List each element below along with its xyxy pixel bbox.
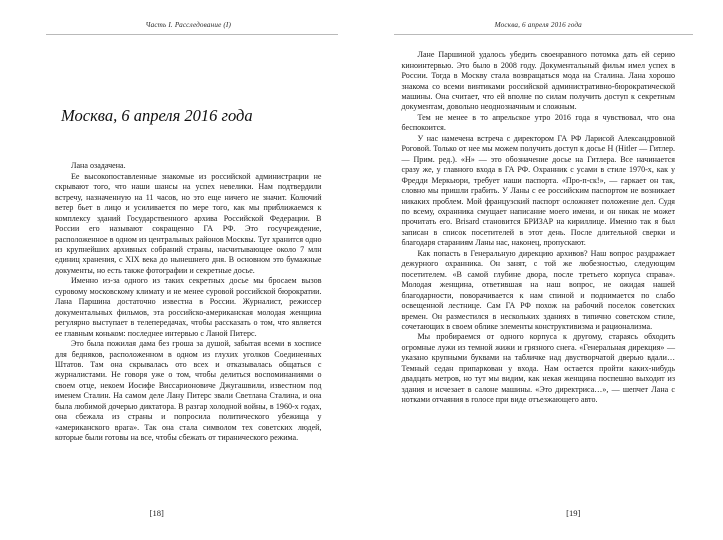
left-page-body <box>55 161 322 443</box>
paragraph: Именно из-за одного из таких секретных досье мы бросаем вызов суровому московскому климату и не менее суровой российской бюрократии. Лана Паршина достаточно известна в России. Журналист, режиссер документальных фильмов, эта российско-американская молодая женщина регулярно выступает в телепередачах, чтобы рассказать о том, что является ее главным коньком: последнее интервью с Ланой Питерс. <box>55 276 322 338</box>
paragraph: Тем не менее в то апрельское утро 2016 года я чувствовал, что она беспокоится. <box>401 112 675 133</box>
right-page <box>362 0 723 540</box>
right-page-header-rule <box>394 34 694 35</box>
right-page-folio: [19] <box>566 508 581 518</box>
paragraph: Это была пожилая дама без гроша за душой, забытая всеми в хосписе для бедняков, расположенном в одном из глухих уголков Соединенных Штатов. Там она скрывалась ото всех и отказывалась общаться с журналистами. Не говоря уже о том, чтобы делиться воспоминаниями о своем отце, некоем Иосифе Виссарионовиче Джугашвили, известном под именем Сталин. На самом деле Лану Питерс звали Светлана Сталина, и она была любимой дочерью диктатора. В разгар холодной войны, в 1960-х годах, она сбежала из страны и попросила политического убежища у «американского врага». Так она стала символом тех советских людей, которые были готовы на все, чтобы сбежать от тиранического режима. <box>55 339 322 443</box>
right-page-body <box>402 50 676 405</box>
chapter-title: Москва, 6 апреля 2016 года <box>61 106 253 126</box>
paragraph: Ее высокопоставленные знакомые из российской администрации не скрывают того, что наши шансы на успех невелики. Нам подтвердили встречу, назначенную на 11 часов, но это еще ничего не значит. Колючий ветер бьет в лицо и усиливается по мере того, как мы приближаемся к комплексу зданий Государственного архива Российской Федерации. В России его называют сокращенно ГА РФ. Это госучреждение, расположенное в одном из центральных районов Москвы. Тут хранится одно из крупнейших архивных собраний страны, насчитывающее около 7 млн единиц хранения, с XIX века до нынешнего дня. В основном это бумажные документы, но есть также фотографии и секретные досье. <box>55 171 322 275</box>
paragraph: Лана озадачена. <box>71 161 126 171</box>
paragraph: Лане Паршиной удалось убедить своенравного потомка дать ей серию киноинтервью. Это было в 2008 году. Документальный фильм имел успех в России. Тогда в Москву стала возвращаться мода на Сталина. Лана хорошо знакома со всеми винтиками российской административно-бюрократической машины. Она считает, что ей вполне по силам получить доступ к секретным документам, довольно неоднозначным и сложным. <box>401 50 675 112</box>
paragraph: Как попасть в Генеральную дирекцию архивов? Наш вопрос раздражает дежурного охранника. Он занят, с той же любезностью, следующим посетителем. «В самой глубине двора, после третьего корпуса справа». Молодая женщина, ответившая на наш вопрос, не ожидая нашей благодарности, поворачивается к нам спиной и поднимается по слабо освещенной лестнице. Сам ГА РФ похож на рабочий поселок советских времен. Он разместился в нескольких зданиях в типично советском стиле, сочетающих в своем облике элементы конструктивизма и рационализма. <box>401 248 675 331</box>
left-page-folio: [18] <box>149 508 164 518</box>
paragraph: У нас намечена встреча с директором ГА РФ Ларисой Александровной Роговой. Только от нее мы можем получить доступ к досье Н (Hitler — Гитлер. — Прим. ред.). «Н» — это обозначение досье на Гитлера. Все начинается сразу же, у главного входа в ГА РФ. Охранник с усами в стиле 1970-х, как у Фредди Меркьюри, требует наши паспорта. «Про-п-ск!», — гаркает он так, словно мы пришли грабить. У Ланы с ее российским паспортом не возникает никаких проблем. Мой французский паспорт осложняет положение дел. Судя по всему, охранника смущает написание моего имени, и он никак не может прочитать его. Brisard становится БРИЗАР на кириллице. Именно так я был записан в список посетителей в этот день. После длительной сверки и благодаря стараниям Ланы нас, наконец, пропускают. <box>401 133 675 248</box>
left-page-header-rule <box>46 34 338 35</box>
left-page-running-head: Часть I. Расследование (I) <box>145 21 232 29</box>
paragraph: Мы пробираемся от одного корпуса к другому, стараясь обходить огромные лужи из темной жижи и грязного снега. «Генеральная дирекция» — указано крупными буквами на табличке над двустворчатой дверью вдали… Темный седан припаркован у входа. Нам остается пройти каких-нибудь двадцать метров, но тут мы видим, как некая женщина поспешно выходит из здания и исчезает в салоне машины. «Это директриса…», — шепчет Лана с нотками отчаяния в голосе при виде отъезжающего авто. <box>401 332 675 405</box>
right-page-running-head: Москва, 6 апреля 2016 года <box>494 21 582 29</box>
